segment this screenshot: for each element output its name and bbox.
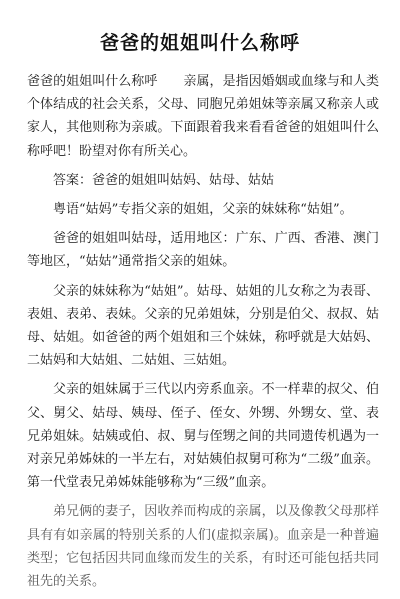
page-title: 爸爸的姐姐叫什么称呼 bbox=[99, 32, 300, 54]
paragraph: 粤语“姑妈”专指父亲的姐姐，父亲的妹妹称“姑姐”。 bbox=[53, 202, 353, 218]
paragraph: 父亲的妹妹称为“姑姐”。姑母、姑姐的儿女称之为表哥、表姐、表弟、表妹。父亲的兄弟姐妹，分别是伯父、叔叔、姑母、姑姐。如爸爸的两个姐姐和三个妹妹，称呼就是大姑妈、二姑妈和大姑姐、二姑姐、三姑姐。 bbox=[27, 283, 379, 369]
paragraph: 答案：爸爸的姐姐叫姑妈、姑母、姑姑 bbox=[53, 172, 275, 188]
paragraph: 弟兄俩的妻子，因收养而构成的亲属，以及像教父母那样具有有如亲属的特别关系的人们(虚拟亲属)。血亲是一种普遍类型；它包括因共同血缘而发生的关系，有时还可能包括共同祖先的关系。 bbox=[27, 504, 379, 590]
paragraph: 父亲的姐妹属于三代以内旁系血亲。不一样辈的叔父、伯父、舅父、姑母、姨母、侄子、侄女、外甥、外甥女、堂、表兄弟姐妹。姑姨或伯、叔、舅与侄甥之间的共同遗传机遇为一对亲兄弟姊妹的一半左右，对姑姨伯叔舅可称为“二级”血亲。第一代堂表兄弟姊妹能够称为“三级”血亲。 bbox=[27, 382, 379, 491]
article-body bbox=[27, 70, 379, 599]
paragraph: 爸爸的姐姐叫姑母，适用地区：广东、广西、香港、澳门等地区，“姑姑”通常指父亲的姐妹。 bbox=[27, 231, 379, 270]
paragraph: 爸爸的姐姐叫什么称呼 亲属，是指因婚姻或血缘与和人类个体结成的社会关系，父母、同胞兄弟姐妹等亲属又称亲人或家人，其他则称为亲戚。下面跟着我来看看爸爸的姐姐叫什么称呼吧！盼望对你有所关心。 bbox=[27, 74, 379, 159]
